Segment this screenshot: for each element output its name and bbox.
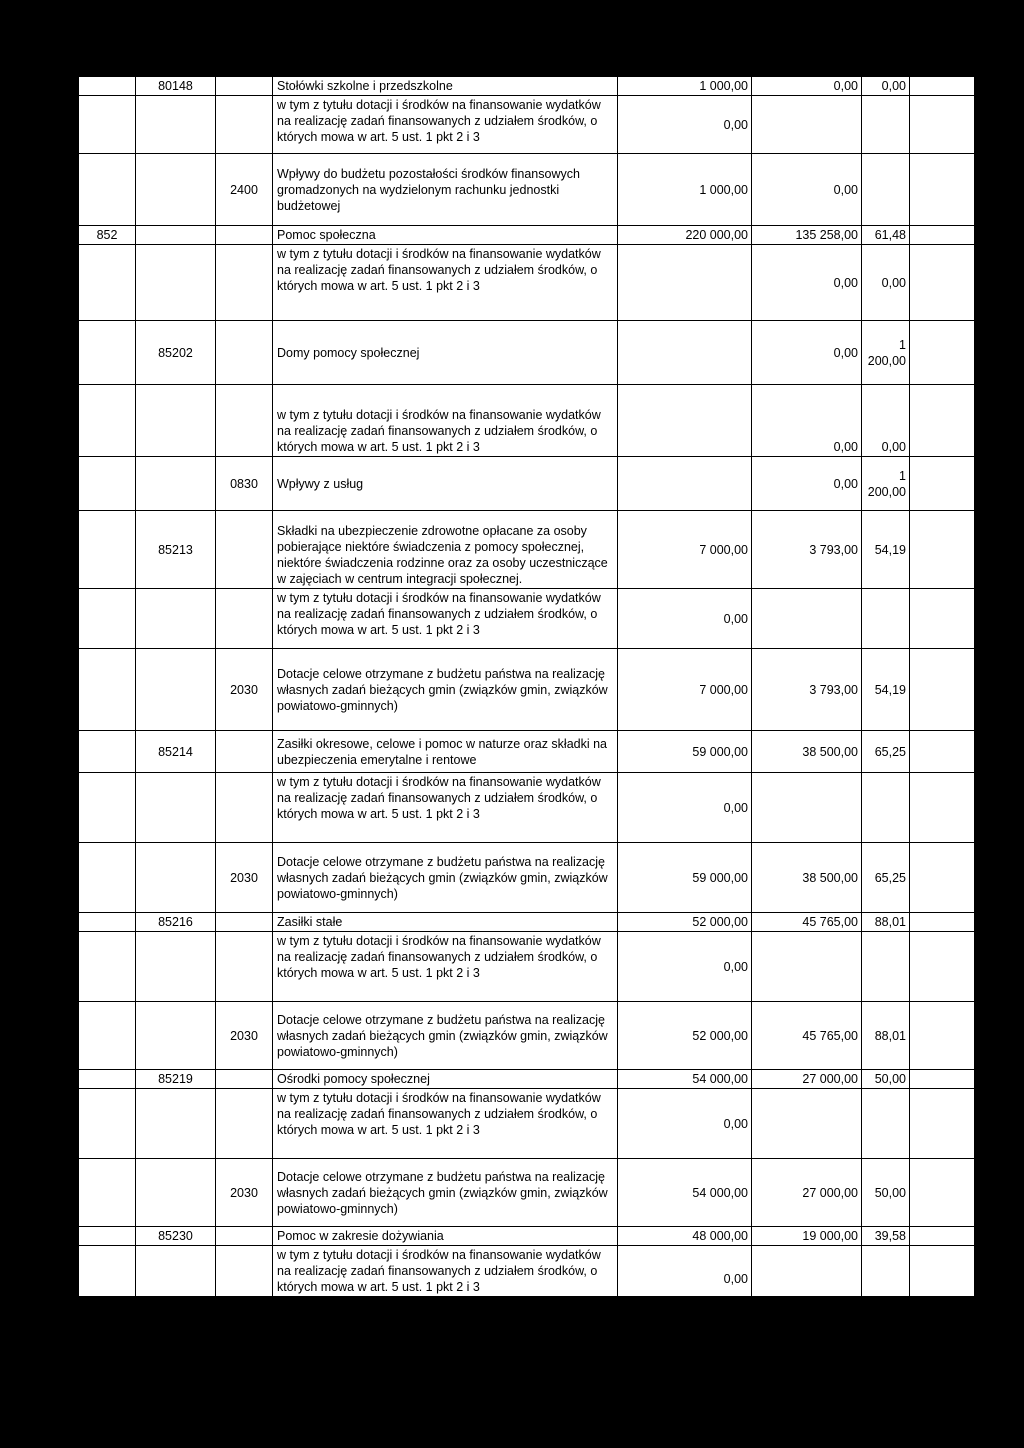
percent-value: 50,00 [862,1159,910,1227]
percent-value: 50,00 [862,1070,910,1089]
paragraph-code: 2030 [216,1002,273,1070]
chapter-code: 85230 [136,1227,216,1246]
row-description: w tym z tytułu dotacji i środków na finansowanie wydatków na realizację zadań finansowanych z udziałem środków, o których mowa w art. 5 ust. 1 pkt 2 i 3 [273,96,618,154]
table-row [79,457,975,511]
execution-value: 3 793,00 [752,511,862,589]
execution-value: 27 000,00 [752,1159,862,1227]
plan-value: 0,00 [752,245,862,321]
percent-value: 0,00 [862,77,910,96]
table-row [79,226,975,245]
plan-value: 220 000,00 [618,226,752,245]
percent-value: 54,19 [862,649,910,731]
execution-value: 0,00 [862,245,910,321]
section-code: 852 [79,226,136,245]
table-row [79,1246,975,1312]
plan-value: 59 000,00 [618,843,752,913]
row-description: Wpływy do budżetu pozostałości środków finansowych gromadzonych na wydzielonym rachunku jednostki budżetowej [273,154,618,226]
plan-value: 0,00 [618,1089,752,1159]
table-row [79,245,975,321]
chapter-code: 85202 [136,321,216,385]
table-row [79,1159,975,1227]
plan-value: 59 000,00 [618,731,752,773]
document-page [78,76,974,1296]
plan-value: 48 000,00 [618,1227,752,1246]
row-description: Domy pomocy społecznej [273,321,618,385]
execution-value: 0,00 [752,154,862,226]
plan-value: 0,00 [618,773,752,843]
table-row [79,589,975,649]
execution-value: 38 500,00 [752,731,862,773]
execution-value: 1 200,00 [862,457,910,511]
plan-value: 54 000,00 [618,1070,752,1089]
table-row [79,649,975,731]
plan-value: 0,00 [618,589,752,649]
plan-value: 1 000,00 [618,77,752,96]
plan-value: 0,00 [752,321,862,385]
percent-value: 88,01 [862,913,910,932]
percent-value: 61,48 [862,226,910,245]
row-description: Pomoc społeczna [273,226,618,245]
paragraph-code: 2400 [216,154,273,226]
row-description: Dotacje celowe otrzymane z budżetu państwa na realizację własnych zadań bieżących gmin (związków gmin, związków powiatowo-gminnych) [273,1159,618,1227]
chapter-code: 80148 [136,77,216,96]
paragraph-code: 2030 [216,649,273,731]
plan-value: 7 000,00 [618,649,752,731]
table-row [79,96,975,154]
execution-value: 3 793,00 [752,649,862,731]
row-description: w tym z tytułu dotacji i środków na finansowanie wydatków na realizację zadań finansowanych z udziałem środków, o których mowa w art. 5 ust. 1 pkt 2 i 3 [273,932,618,1002]
table-row [79,731,975,773]
table-row [79,843,975,913]
execution-value: 135 258,00 [752,226,862,245]
chapter-code: 85213 [136,511,216,589]
row-description: Zasiłki okresowe, celowe i pomoc w naturze oraz składki na ubezpieczenia emerytalne i rentowe [273,731,618,773]
chapter-code: 85216 [136,913,216,932]
execution-value: 27 000,00 [752,1070,862,1089]
chapter-code: 85214 [136,731,216,773]
plan-value: 7 000,00 [618,511,752,589]
chapter-code: 85219 [136,1070,216,1089]
table-row [79,913,975,932]
plan-value: 1 000,00 [618,154,752,226]
percent-value: 65,25 [862,843,910,913]
plan-value: 0,00 [618,1246,752,1312]
paragraph-code: 0830 [216,457,273,511]
row-description: Stołówki szkolne i przedszkolne [273,77,618,96]
table-row [79,154,975,226]
percent-value: 88,01 [862,1002,910,1070]
table-row [79,321,975,385]
table-row [79,77,975,96]
execution-value: 38 500,00 [752,843,862,913]
execution-value: 0,00 [862,385,910,457]
plan-value: 52 000,00 [618,913,752,932]
paragraph-code: 2030 [216,843,273,913]
execution-value: 45 765,00 [752,913,862,932]
execution-value: 45 765,00 [752,1002,862,1070]
plan-value: 0,00 [752,385,862,457]
row-description: w tym z tytułu dotacji i środków na finansowanie wydatków na realizację zadań finansowanych z udziałem środków, o których mowa w art. 5 ust. 1 pkt 2 i 3 [273,245,618,321]
percent-value: 65,25 [862,731,910,773]
table-row [79,511,975,589]
plan-value: 0,00 [618,96,752,154]
row-description: Wpływy z usług [273,457,618,511]
plan-value: 0,00 [752,457,862,511]
row-description: w tym z tytułu dotacji i środków na finansowanie wydatków na realizację zadań finansowanych z udziałem środków, o których mowa w art. 5 ust. 1 pkt 2 i 3 [273,1246,618,1312]
row-description: w tym z tytułu dotacji i środków na finansowanie wydatków na realizację zadań finansowanych z udziałem środków, o których mowa w art. 5 ust. 1 pkt 2 i 3 [273,1089,618,1159]
plan-value: 54 000,00 [618,1159,752,1227]
plan-value: 52 000,00 [618,1002,752,1070]
percent-value: 54,19 [862,511,910,589]
row-description: Zasiłki stałe [273,913,618,932]
table-row [79,773,975,843]
row-description: w tym z tytułu dotacji i środków na finansowanie wydatków na realizację zadań finansowanych z udziałem środków, o których mowa w art. 5 ust. 1 pkt 2 i 3 [273,385,618,457]
row-description: Pomoc w zakresie dożywiania [273,1227,618,1246]
table-row [79,1002,975,1070]
execution-value: 0,00 [752,77,862,96]
row-description: Dotacje celowe otrzymane z budżetu państwa na realizację własnych zadań bieżących gmin (związków gmin, związków powiatowo-gminnych) [273,649,618,731]
table-row [79,1227,975,1246]
execution-value: 1 200,00 [862,321,910,385]
budget-table [78,76,975,1312]
row-description: w tym z tytułu dotacji i środków na finansowanie wydatków na realizację zadań finansowanych z udziałem środków, o których mowa w art. 5 ust. 1 pkt 2 i 3 [273,589,618,649]
table-row [79,932,975,1002]
row-description: Ośrodki pomocy społecznej [273,1070,618,1089]
execution-value: 19 000,00 [752,1227,862,1246]
row-description: Dotacje celowe otrzymane z budżetu państwa na realizację własnych zadań bieżących gmin (związków gmin, związków powiatowo-gminnych) [273,1002,618,1070]
row-description: Dotacje celowe otrzymane z budżetu państwa na realizację własnych zadań bieżących gmin (związków gmin, związków powiatowo-gminnych) [273,843,618,913]
paragraph-code: 2030 [216,1159,273,1227]
percent-value: 39,58 [862,1227,910,1246]
plan-value: 0,00 [618,932,752,1002]
table-row [79,1070,975,1089]
row-description: w tym z tytułu dotacji i środków na finansowanie wydatków na realizację zadań finansowanych z udziałem środków, o których mowa w art. 5 ust. 1 pkt 2 i 3 [273,773,618,843]
row-description: Składki na ubezpieczenie zdrowotne opłacane za osoby pobierające niektóre świadczenia z pomocy społecznej, niektóre świadczenia rodzinne oraz za osoby uczestniczące w zajęciach w centrum integracji społecznej. [273,511,618,589]
table-row [79,385,975,457]
table-row [79,1089,975,1159]
